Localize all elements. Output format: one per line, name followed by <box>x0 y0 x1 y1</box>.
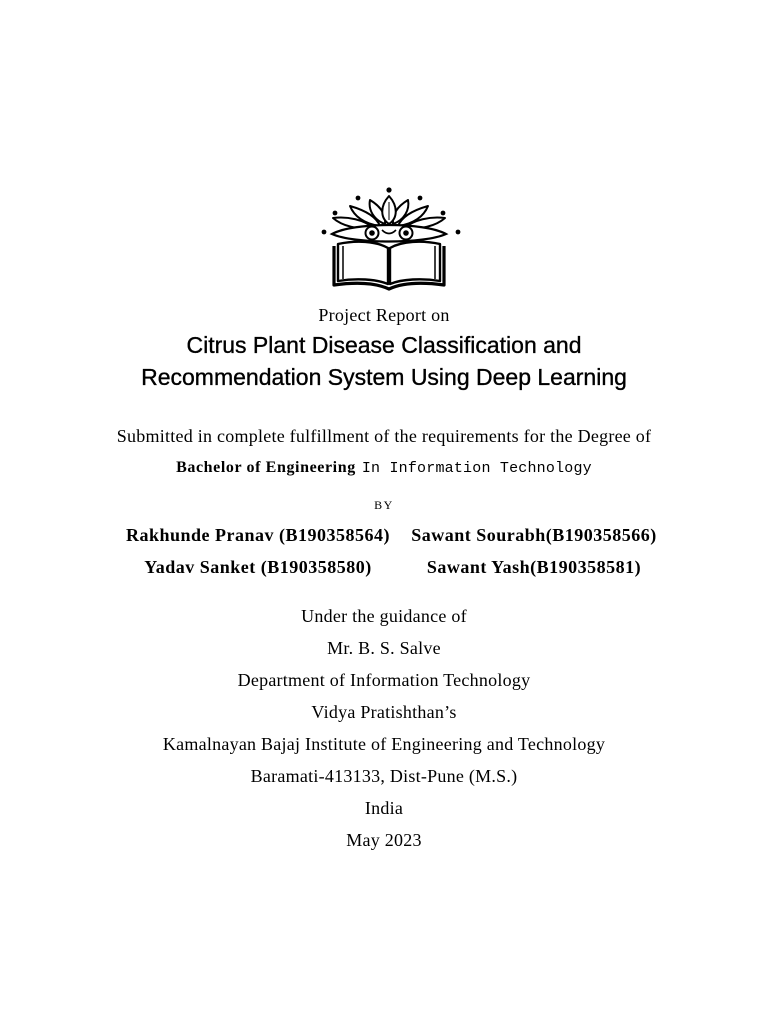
guide-name: Mr. B. S. Salve <box>327 638 441 658</box>
report-title-line: Citrus Plant Disease Classification and <box>186 332 582 358</box>
logo-dot <box>418 196 423 201</box>
country: India <box>364 798 404 818</box>
eye-pupil <box>369 230 375 236</box>
institute-name: Kamalnayan Bajaj Institute of Engineering and Technology <box>162 734 606 754</box>
author-name: Sawant Yash(B190358581) <box>426 556 642 577</box>
authors-row <box>116 519 668 551</box>
logo-dot <box>441 211 446 216</box>
submission-date: May 2023 <box>346 830 422 850</box>
institute-logo <box>318 184 464 292</box>
author-name: Yadav Sanket (B190358580) <box>144 556 372 577</box>
degree-line <box>0 457 768 480</box>
logo-dot <box>456 230 461 235</box>
eye-pupil <box>403 230 409 236</box>
book-left-page <box>338 242 388 284</box>
submission-statement: Submitted in complete fulfillment of the requirements for the Degree of <box>116 426 652 446</box>
logo-dot <box>333 211 338 216</box>
authors-row <box>116 551 668 583</box>
authors-table <box>116 519 668 583</box>
open-book-icon <box>334 242 444 289</box>
report-title <box>0 329 768 393</box>
eye-band <box>332 225 446 242</box>
degree-name: Bachelor of Engineering <box>176 459 356 476</box>
address: Baramati-413133, Dist-Pune (M.S.) <box>250 766 518 786</box>
report-label: Project Report on <box>318 305 450 325</box>
report-title-line: Recommendation System Using Deep Learning <box>141 364 627 390</box>
guidance-label: Under the guidance of <box>301 606 467 626</box>
degree-branch: In Information Technology <box>361 460 592 477</box>
guidance-block <box>0 600 768 856</box>
society-name: Vidya Pratishthan’s <box>311 702 457 722</box>
lotus-petals <box>333 196 445 229</box>
author-name: Sawant Sourabh(B190358566) <box>411 524 657 545</box>
department-name: Department of Information Technology <box>237 670 531 690</box>
book-right-page <box>390 242 440 284</box>
by-label: BY <box>374 498 394 512</box>
logo-dot <box>322 230 327 235</box>
logo-dot <box>356 196 361 201</box>
logo-dot <box>386 187 391 192</box>
author-name: Rakhunde Pranav (B190358564) <box>125 524 391 545</box>
